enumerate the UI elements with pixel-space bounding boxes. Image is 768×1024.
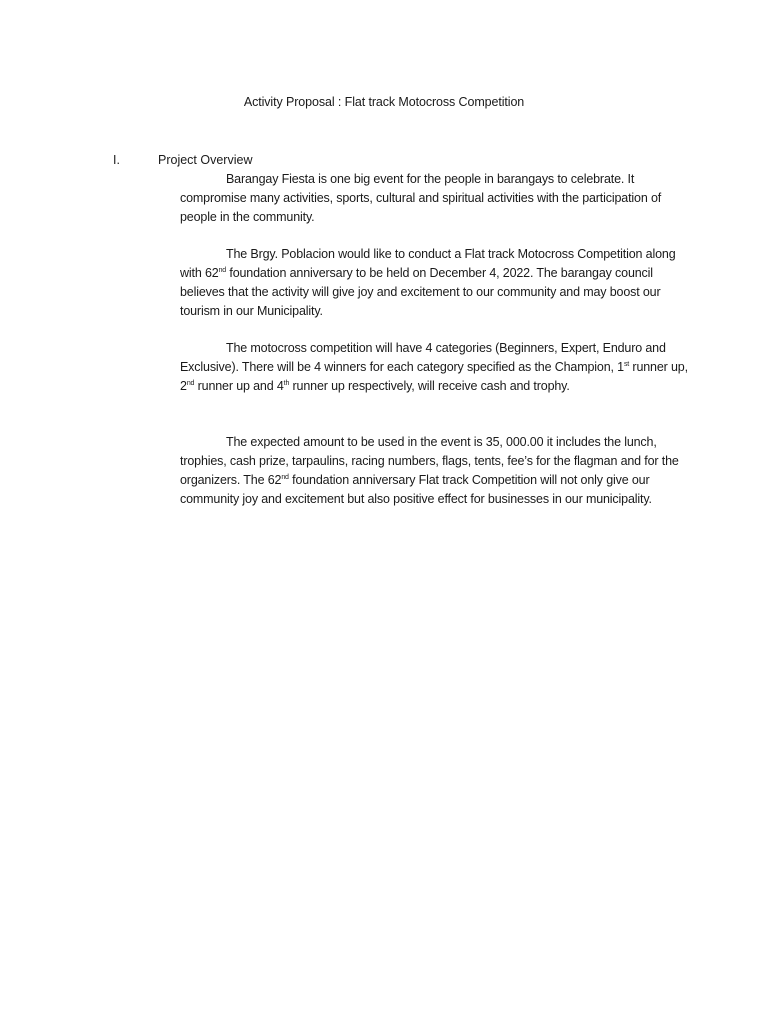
paragraph-barangay-fiesta xyxy=(180,170,690,226)
paragraph-text: runner up respectively, will receive cash and trophy. xyxy=(289,378,570,393)
section-title: Project Overview xyxy=(158,153,253,167)
section-number: I. xyxy=(113,153,120,167)
ordinal-suffix: th xyxy=(283,379,290,387)
ordinal-suffix: nd xyxy=(281,473,289,481)
paragraph-text: The expected amount to be used in the event is 35, 000.00 it includes the lunch, trophies, cash prize, tarpaulins, racing numbers, flags, tents, fee’s for the flagman and for the organizers. The 62 xyxy=(180,435,679,487)
paragraph-text: foundation anniversary to be held on December 4, 2022. The barangay council believes that the activity will give joy and excitement to our community and may boost our tourism in our Municipality. xyxy=(180,265,661,318)
paragraph-budget xyxy=(180,433,690,508)
paragraph-text: Barangay Fiesta is one big event for the people in barangays to celebrate. It compromise many activities, sports, cultural and spiritual activities with the participation of people in the community. xyxy=(180,172,662,224)
paragraph-text: runner up and 4 xyxy=(194,378,284,393)
document-title: Activity Proposal : Flat track Motocross Competition xyxy=(243,95,525,109)
ordinal-suffix: nd xyxy=(186,379,195,387)
section-heading xyxy=(113,151,252,169)
paragraph-text: The motocross competition will have 4 categories (Beginners, Expert, Enduro and Exclusive). There will be 4 winners for each category specified as the Champion, 1 xyxy=(180,341,666,374)
ordinal-suffix: nd xyxy=(218,266,227,274)
paragraph-competition-intro xyxy=(180,245,690,320)
paragraph-text: The Brgy. Poblacion would like to conduct a Flat track Motocross Competition along with 62 xyxy=(180,247,676,280)
paragraph-text: foundation anniversary Flat track Competition will not only give our community joy and excitement but also positive effect for businesses in our municipality. xyxy=(180,472,652,506)
paragraph-text: runner up, 2 xyxy=(180,359,688,393)
section-body xyxy=(180,170,690,508)
ordinal-suffix: st xyxy=(623,360,630,368)
paragraph-categories xyxy=(180,339,690,395)
